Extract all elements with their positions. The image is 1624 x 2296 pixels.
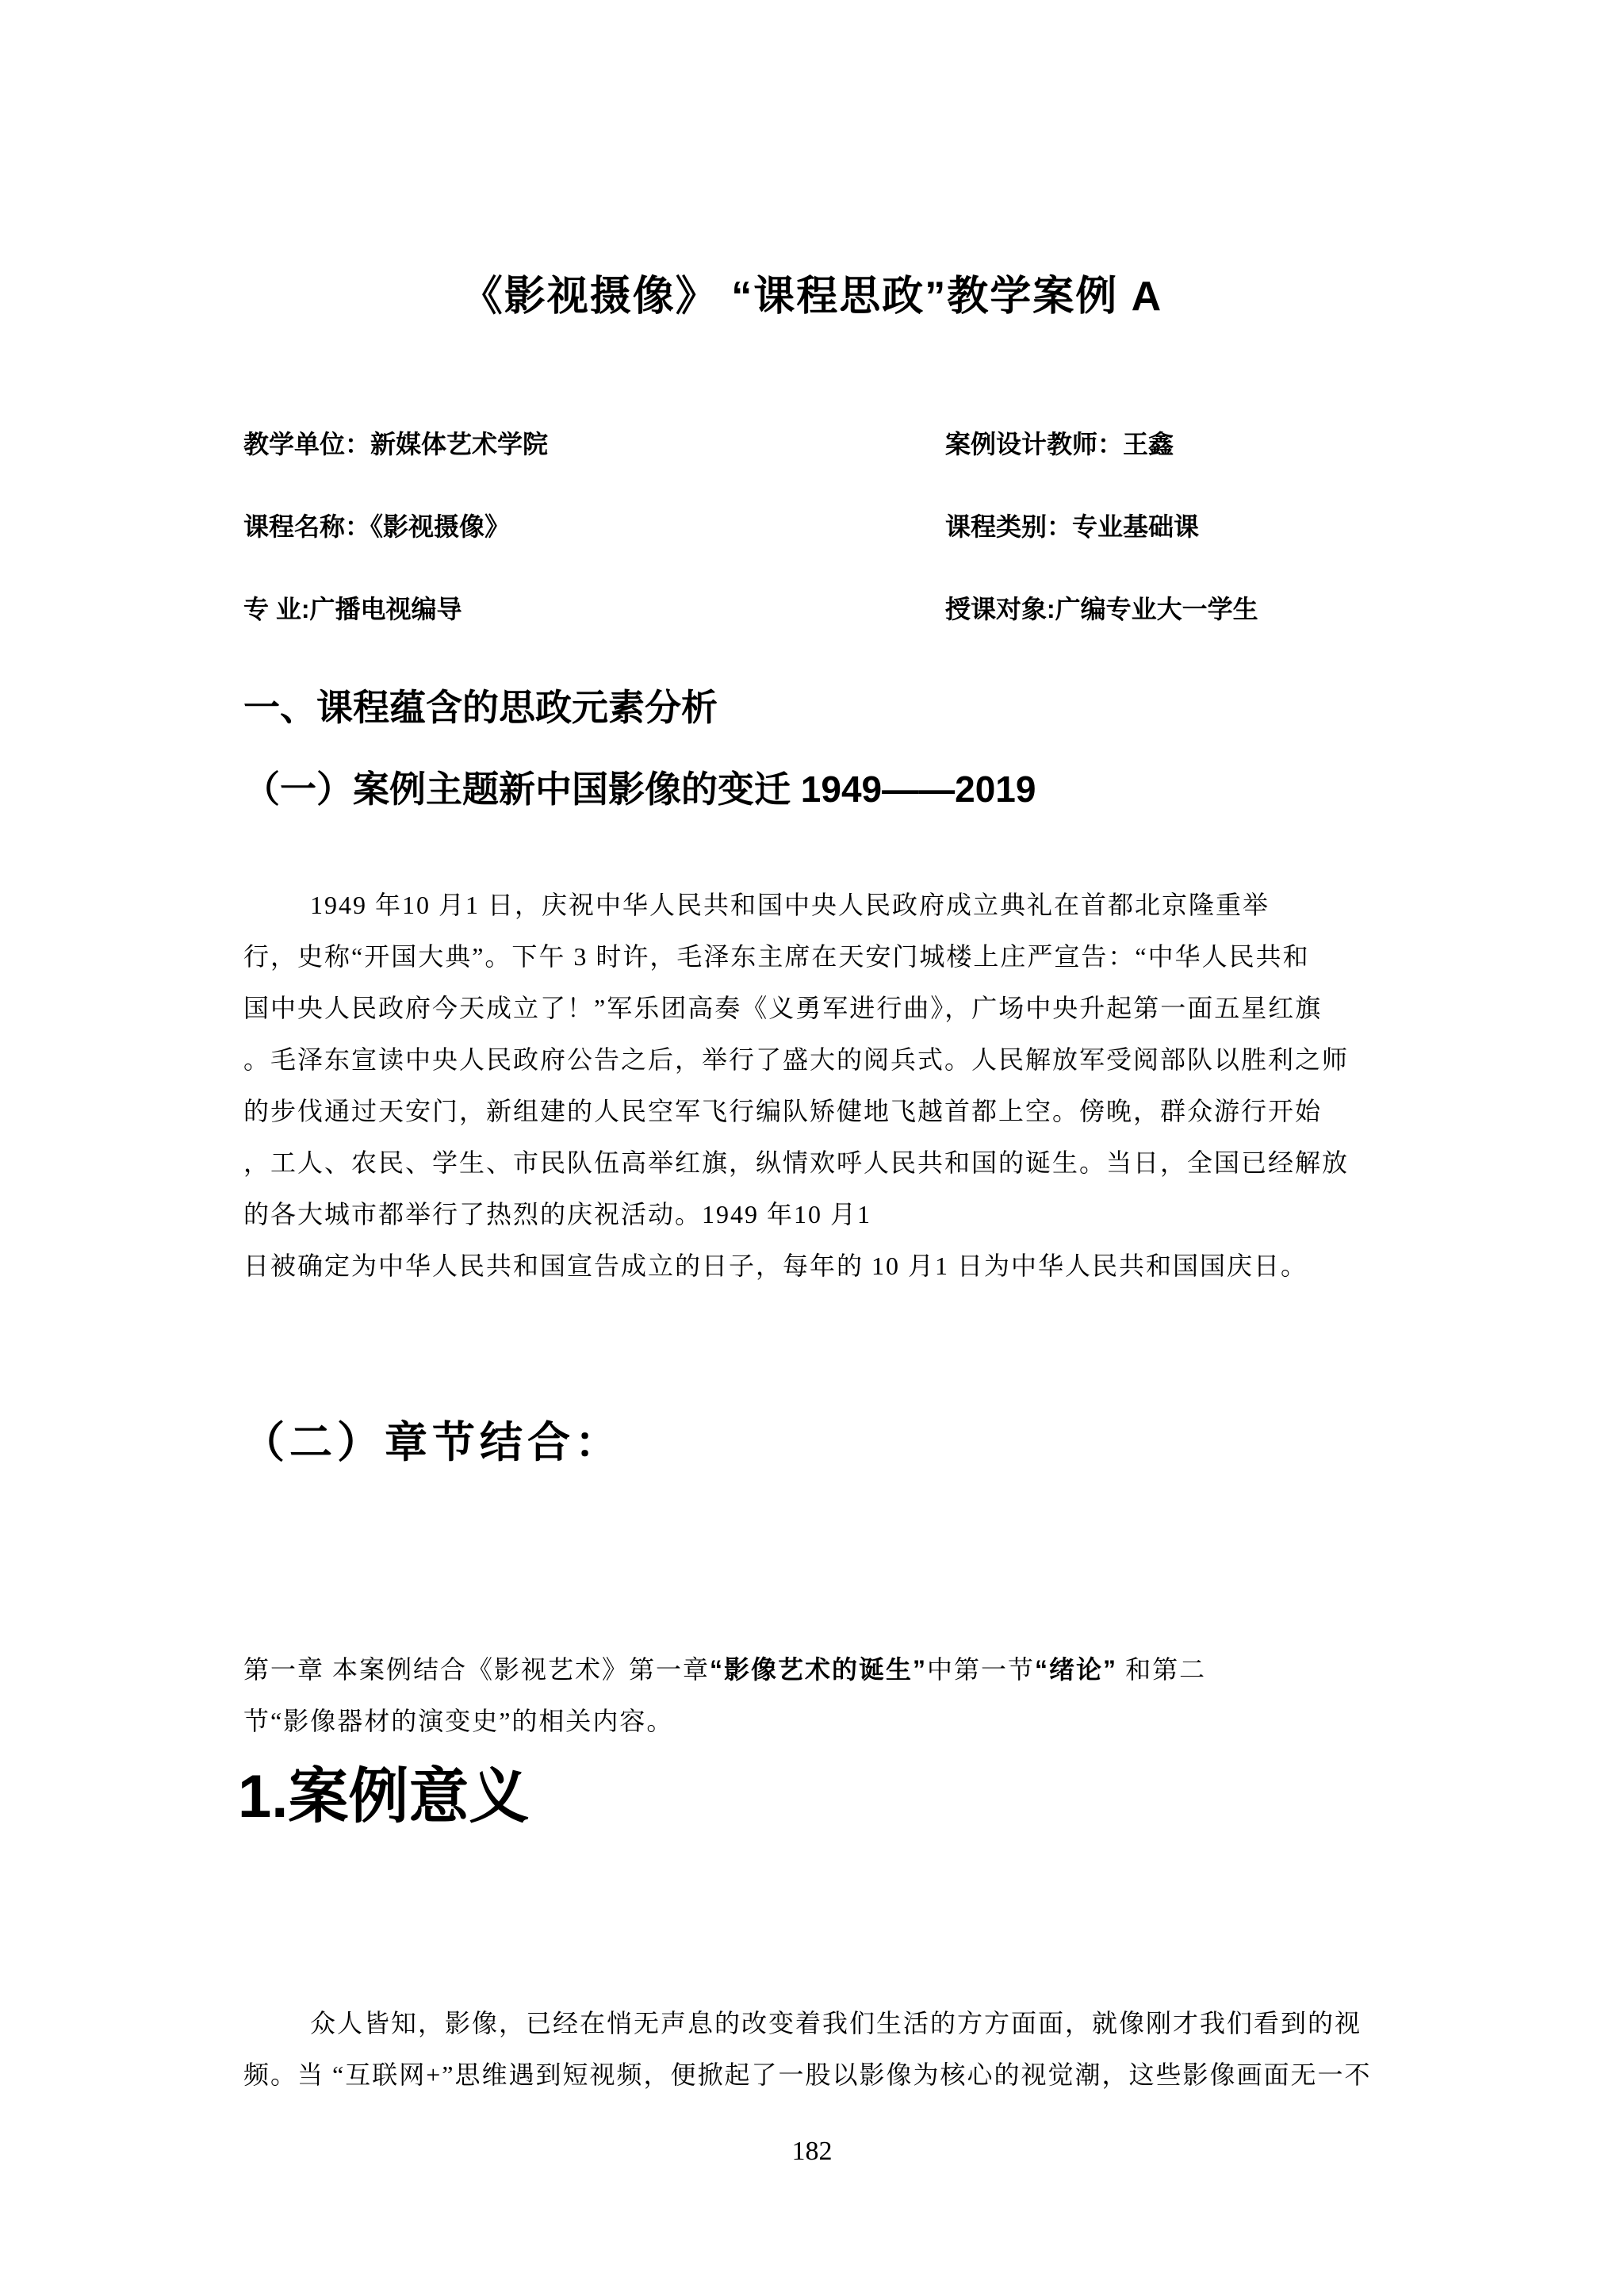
bold-run: “绪论”	[1035, 1655, 1118, 1684]
meta-case-designer: 案例设计教师：王鑫	[945, 430, 1174, 458]
paragraph-case-significance	[243, 1998, 1433, 2101]
meta-teaching-unit: 教学单位：新媒体艺术学院	[243, 430, 549, 458]
page-number: 182	[791, 2137, 833, 2166]
section-heading-1: 一、课程蕴含的思政元素分析	[243, 687, 718, 728]
paragraph-line: 频。当 “互联网+”思维遇到短视频，便掀起了一股以影像为核心的视觉潮，这些影像画面无一不	[243, 2060, 1372, 2089]
text-run: 节“影像器材的演变史”的相关内容。	[243, 1707, 674, 1735]
meta-row	[243, 429, 1417, 459]
meta-course-type: 课程类别：专业基础课	[945, 512, 1200, 541]
paragraph-line: 行，史称“开国大典”。下午 3 时许，毛泽东主席在天安门城楼上庄严宣告：“中华人民共和	[243, 942, 1310, 971]
meta-row	[243, 594, 1417, 624]
paragraph-chapter-link	[243, 1644, 1433, 1747]
text-run: 和第二	[1117, 1655, 1207, 1684]
paragraph-line: 众人皆知，影像，已经在悄无声息的改变着我们生活的方方面面，就像刚才我们看到的视	[310, 2009, 1362, 2037]
paragraph-line: 日被确定为中华人民共和国宣告成立的日子，每年的 10 月1 日为中华人民共和国国庆日。	[243, 1251, 1308, 1280]
paragraph-line	[243, 1696, 1433, 1747]
paragraph-line: 。毛泽东宣读中央人民政府公告之后，举行了盛大的阅兵式。人民解放军受阅部队以胜利之师	[243, 1045, 1350, 1074]
document-title: 《影视摄像》 “课程思政”教学案例 A	[461, 274, 1163, 320]
paragraph-line: 的各大城市都举行了热烈的庆祝活动。1949 年10 月1	[243, 1200, 872, 1228]
meta-major: 专 业:广播电视编导	[243, 595, 462, 623]
subsection-heading-1: （一）案例主题新中国影像的变迁 1949——2019	[243, 769, 1036, 810]
paragraph-line: 的步伐通过天安门，新组建的人民空军飞行编队矫健地飞越首都上空。傍晚，群众游行开始	[243, 1097, 1323, 1125]
meta-course-name: 课程名称：《影视摄像》	[243, 512, 511, 541]
paragraph-line	[243, 1644, 1433, 1696]
paragraph-line: 国中央人民政府今天成立了！”军乐团高奏《义勇军进行曲》，广场中央升起第一面五星红旗	[243, 994, 1323, 1022]
section-heading-case-significance: 1.案例意义	[238, 1763, 530, 1830]
meta-row	[243, 512, 1417, 542]
bold-run: “影像艺术的诞生”	[710, 1655, 928, 1684]
paragraph-line: 1949 年10 月1 日，庆祝中华人民共和国中央人民政府成立典礼在首都北京隆重举	[310, 891, 1270, 919]
meta-audience: 授课对象:广编专业大一学生	[945, 595, 1258, 623]
subsection-heading-2: （二）章节结合：	[242, 1419, 622, 1466]
text-run: 第一章 本案例结合《影视艺术》第一章	[243, 1655, 710, 1684]
paragraph-line: ，工人、农民、学生、市民队伍高举红旗，纵情欢呼人民共和国的诞生。当日，全国已经解放	[243, 1148, 1350, 1177]
paragraph-founding-ceremony	[243, 880, 1433, 1292]
text-run: 中第一节	[927, 1655, 1036, 1684]
